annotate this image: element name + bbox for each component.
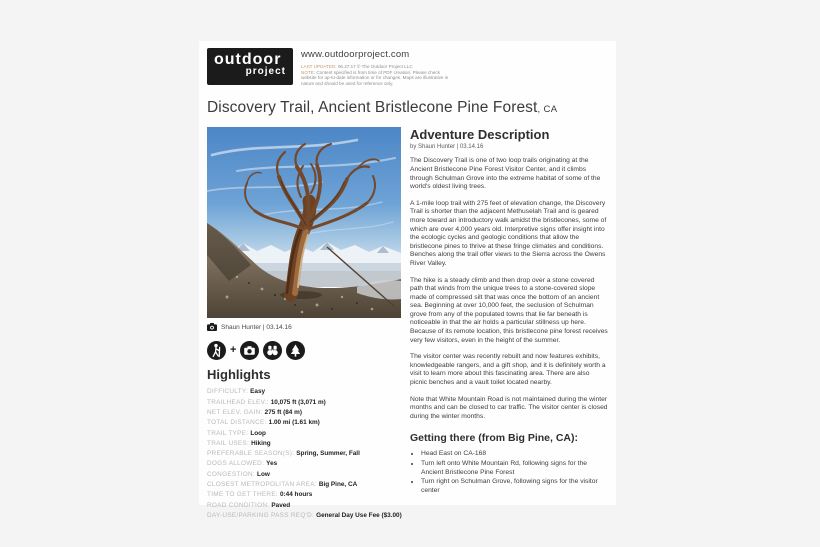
highlight-label: NET ELEV. GAIN: — [207, 408, 263, 416]
highlight-row — [207, 429, 401, 439]
fine-print — [301, 64, 451, 86]
highlight-row — [207, 449, 401, 459]
highlight-label: CLOSEST METROPOLITAN AREA: — [207, 481, 317, 489]
highlight-value: Hiking — [251, 439, 271, 447]
getting-there-steps — [410, 450, 608, 495]
highlight-label: CONGESTION: — [207, 470, 256, 478]
highlight-label: DIFFICULTY: — [207, 388, 249, 396]
camera-icon — [240, 341, 259, 360]
highlight-value: Yes — [266, 460, 278, 468]
highlight-label: TRAILHEAD ELEV.: — [207, 398, 269, 406]
highlight-label: TRAIL USES: — [207, 439, 250, 447]
plus-separator: + — [230, 344, 237, 357]
logo-word-outdoor: outdoor — [214, 51, 282, 68]
binoculars-icon — [263, 341, 282, 360]
logo-word-project: project — [245, 66, 286, 77]
header — [207, 48, 608, 86]
highlight-value: Paved — [271, 501, 291, 509]
highlight-row — [207, 480, 401, 490]
highlight-row — [207, 387, 401, 397]
camera-credit-icon — [207, 323, 217, 331]
right-column — [410, 127, 608, 521]
description-paragraph: The visitor center was recently rebuilt and now features exhibits, knowledgeable rangers, and a gift shop, and it is definitely worth a visit to learn more about this fascinating area. There are also picnic benches and a vault toilet located nearby. — [410, 353, 606, 387]
highlight-value: Big Pine, CA — [318, 481, 358, 489]
photo-credit — [207, 323, 401, 331]
highlight-row — [207, 470, 401, 480]
highlight-label: TIME TO GET THERE: — [207, 491, 278, 499]
description-heading: Adventure Description — [410, 127, 550, 143]
note-label: NOTE: — [301, 69, 316, 75]
highlight-label: PREFERABLE SEASON(S): — [207, 450, 295, 458]
photo-credit-text: Shaun Hunter | 03.14.16 — [221, 323, 292, 331]
highlight-value: 1.00 mi (1.61 km) — [268, 419, 320, 427]
header-right — [301, 48, 451, 86]
description-paragraph: A 1-mile loop trail with 275 feet of elevation change, the Discovery Trail is shorter than the adjacent Methuselah Trail and is geared more toward an introductory walk amidst the bristlecones, some of which are over 4,000 years old. Interpretive signs offer insight into the ecologic cycles and geologic conditions that allow the bristlecone pines to thrive at these fringe climates and conditions. Benches along the trail offer views to the Sierra across the Owens River Valley. — [410, 199, 607, 267]
page-title: Discovery Trail, Ancient Bristlecone Pine Forest — [207, 99, 538, 117]
highlight-value: Easy — [250, 388, 266, 396]
getting-there-step: • Turn right on Schulman Grove, following signs for the visitor center — [421, 478, 608, 495]
getting-there-heading: Getting there (from Big Pine, CA): — [410, 432, 578, 445]
highlight-label: TOTAL DISTANCE: — [207, 419, 267, 427]
bristlecone-pine-photo — [207, 127, 401, 318]
highlight-label: TRAIL TYPE: — [207, 429, 249, 437]
description-paragraphs — [410, 157, 608, 421]
last-updated-label: LAST UPDATED: — [301, 64, 337, 69]
last-updated-text: 06.27.17 © The Outdoor Project LLC — [337, 64, 413, 69]
description-paragraph: The hike is a steady climb and then drop over a stone covered path that winds from the unique trees to a stone-covered slope made of compressed silt that was once the bottom of an ancient sea. Beginning at over 10,000 feet, the seclusion of Schulman grove from any of the populated towns that lie far beneath is noticeable in that the air holds a particular stillness up here. Because of its remote location, this bristlecone pine forest receives very few visitors, even in the height of the summer. — [410, 276, 608, 344]
highlights-list — [207, 387, 401, 521]
getting-there-step: • Turn left onto White Mountain Rd, following signs for the Ancient Bristlecone Pine Forest — [421, 460, 608, 477]
highlight-label: DAY-USE/PARKING PASS REQ'D: — [207, 511, 315, 519]
highlight-label: ROAD CONDITION: — [207, 501, 270, 509]
document-page — [199, 41, 616, 519]
tree-icon — [286, 341, 305, 360]
highlight-value: Low — [257, 470, 270, 478]
highlight-value: Spring, Summer, Fall — [296, 450, 360, 458]
highlight-value: 10,075 ft (3,071 m) — [270, 398, 326, 406]
highlight-value: Loop — [250, 429, 266, 437]
highlight-value: 275 ft (84 m) — [264, 408, 302, 416]
description-paragraph: Note that White Mountain Road is not maintained during the winter months and can be closed to car traffic. The visitor center is closed during the winter months. — [410, 395, 608, 420]
left-column — [207, 127, 401, 521]
page-title-state: , CA — [537, 104, 558, 116]
getting-there-step: • Head East on CA-168 — [421, 450, 608, 459]
highlight-row — [207, 490, 401, 500]
activity-icons — [207, 341, 401, 360]
highlight-value: General Day Use Fee ($3.00) — [316, 511, 402, 519]
hiker-icon — [207, 341, 226, 360]
highlight-label: DOGS ALLOWED: — [207, 460, 265, 468]
highlight-row — [207, 511, 401, 521]
description-paragraph: The Discovery Trail is one of two loop trails originating at the Ancient Bristlecone Pine Forest Visitor Center, and it climbs through Schulman Grove into the extreme habitat of some of the world's oldest living trees. — [410, 157, 601, 191]
website-url[interactable]: www.outdoorproject.com — [301, 49, 410, 60]
description-byline: by Shaun Hunter | 03.14.16 — [410, 144, 484, 151]
outdoor-project-logo — [207, 48, 293, 85]
note-text: Content specified is from time of PDF creation. Please check website for up-to-date information or for changes. Maps are illustrative in nature and should be used for reference only. — [301, 69, 449, 86]
highlight-row — [207, 398, 401, 408]
highlight-row — [207, 439, 401, 449]
highlight-row — [207, 459, 401, 469]
highlight-row — [207, 418, 401, 428]
highlights-heading: Highlights — [207, 367, 271, 383]
highlight-value: 0:44 hours — [279, 491, 313, 499]
highlight-row — [207, 408, 401, 418]
title-row — [207, 99, 608, 117]
highlight-row — [207, 501, 401, 511]
